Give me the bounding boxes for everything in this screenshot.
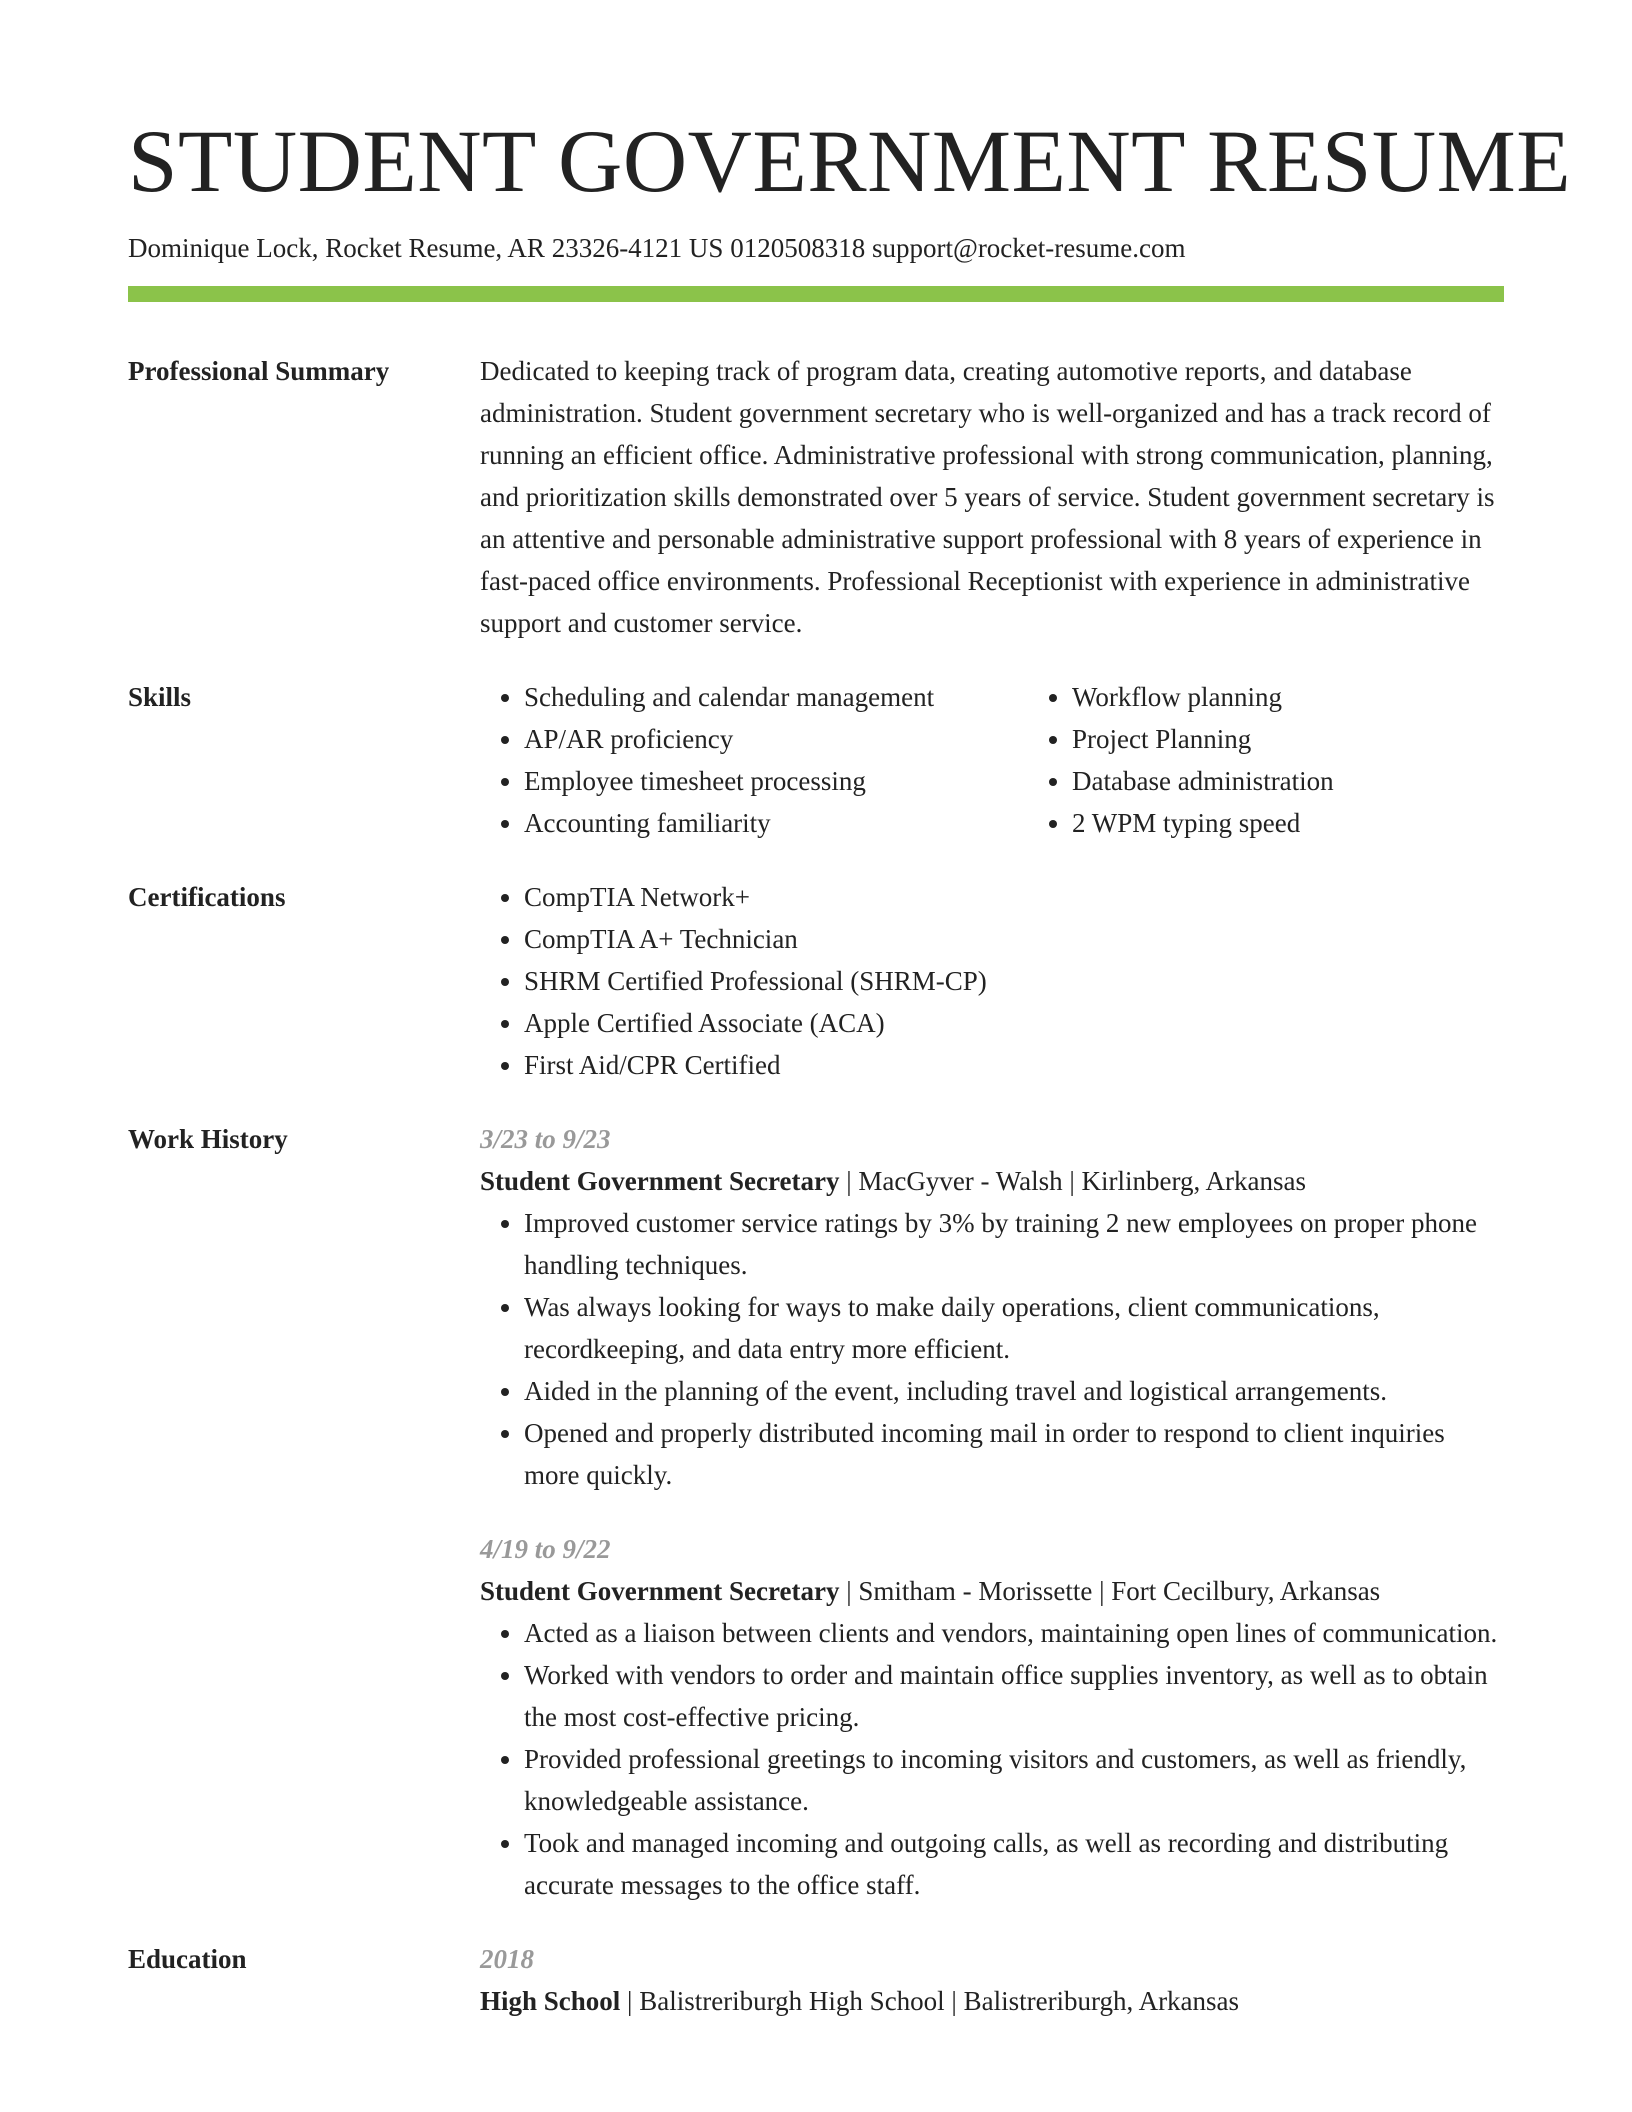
job-title: Student Government Secretary xyxy=(480,1166,840,1196)
certification-item: • SHRM Certified Professional (SHRM-CP) xyxy=(524,960,1504,1002)
certifications-section xyxy=(128,876,1504,1086)
skill-item: • Database administration xyxy=(1072,760,1504,802)
work-history-section xyxy=(128,1118,1504,1906)
education-year: 2018 xyxy=(480,1944,534,1974)
resume-sections xyxy=(128,350,1504,2022)
contact-line: Dominique Lock, Rocket Resume, AR 23326-4121 US 0120508318 support@rocket-resume.com xyxy=(128,233,1186,263)
job-dates: 3/23 to 9/23 xyxy=(480,1124,611,1154)
job-bullets xyxy=(480,1202,1504,1496)
work-history-label: Work History xyxy=(128,1124,288,1154)
job-bullet: • Acted as a liaison between clients and vendors, maintaining open lines of communication. xyxy=(524,1612,1504,1654)
job-bullet: • Was always looking for ways to make daily operations, client communications, recordkeeping, and data entry more efficient. xyxy=(524,1286,1504,1370)
summary-body xyxy=(480,350,1504,644)
job-bullet: • Worked with vendors to order and maintain office supplies inventory, as well as to obtain the most cost-effective pricing. xyxy=(524,1654,1504,1738)
job-details: | MacGyver - Walsh | Kirlinberg, Arkansas xyxy=(839,1166,1306,1196)
certification-item: • CompTIA Network+ xyxy=(524,876,1504,918)
education-body xyxy=(480,1938,1504,2022)
work-history-body xyxy=(480,1118,1504,1906)
job-entry xyxy=(480,1118,1504,1496)
skill-item: • AP/AR proficiency xyxy=(524,718,1028,760)
resume-title: STUDENT GOVERNMENT RESUME xyxy=(128,113,1572,211)
job-role-line xyxy=(480,1160,1504,1202)
job-bullet: • Improved customer service ratings by 3% by training 2 new employees on proper phone handling techniques. xyxy=(524,1202,1504,1286)
skills-column-2 xyxy=(1028,676,1504,844)
skills-label: Skills xyxy=(128,682,192,712)
skills-column-1 xyxy=(480,676,1028,844)
certification-item: • Apple Certified Associate (ACA) xyxy=(524,1002,1504,1044)
job-bullet: • Took and managed incoming and outgoing calls, as well as recording and distributing accurate messages to the office staff. xyxy=(524,1822,1504,1906)
job-dates: 4/19 to 9/22 xyxy=(480,1534,611,1564)
certification-item: • CompTIA A+ Technician xyxy=(524,918,1504,960)
skill-item: • Employee timesheet processing xyxy=(524,760,1028,802)
skill-item: • 2 WPM typing speed xyxy=(1072,802,1504,844)
education-label: Education xyxy=(128,1944,247,1974)
job-details: | Smitham - Morissette | Fort Cecilbury, Arkansas xyxy=(839,1576,1381,1606)
job-bullet: • Aided in the planning of the event, including travel and logistical arrangements. xyxy=(524,1370,1504,1412)
education-details: | Balistreriburgh High School | Balistreriburgh, Arkansas xyxy=(620,1986,1240,2016)
job-bullets xyxy=(480,1612,1504,1906)
summary-section xyxy=(128,350,1504,644)
certifications-list xyxy=(480,876,1504,1086)
accent-divider xyxy=(128,286,1504,302)
education-degree: High School xyxy=(480,1986,621,2016)
job-entry xyxy=(480,1528,1504,1906)
skill-item: • Accounting familiarity xyxy=(524,802,1028,844)
summary-text: Dedicated to keeping track of program data, creating automotive reports, and database administration. Student government secretary who is well-organized and has a track record of running an efficient office. Administrative professional with strong communication, planning, and prioritization skills demonstrated over 5 years of service. Student government secretary is an attentive and personable administrative support professional with 8 years of experience in fast-paced office environments. Professional Receptionist with experience in administrative support and customer service. xyxy=(480,356,1495,638)
job-bullet: • Opened and properly distributed incoming mail in order to respond to client inquiries more quickly. xyxy=(524,1412,1504,1496)
education-line xyxy=(480,1980,1504,2022)
certifications-label: Certifications xyxy=(128,882,286,912)
skill-item: • Project Planning xyxy=(1072,718,1504,760)
skill-item: • Workflow planning xyxy=(1072,676,1504,718)
job-role-line xyxy=(480,1570,1504,1612)
summary-label: Professional Summary xyxy=(128,356,390,386)
job-bullet: • Provided professional greetings to incoming visitors and customers, as well as friendly, knowledgeable assistance. xyxy=(524,1738,1504,1822)
skill-item: • Scheduling and calendar management xyxy=(524,676,1028,718)
education-section xyxy=(128,1938,1504,2022)
skills-section xyxy=(128,676,1504,844)
certifications-body xyxy=(480,876,1504,1086)
job-title: Student Government Secretary xyxy=(480,1576,840,1606)
skills-body xyxy=(480,676,1504,844)
certification-item: • First Aid/CPR Certified xyxy=(524,1044,1504,1086)
